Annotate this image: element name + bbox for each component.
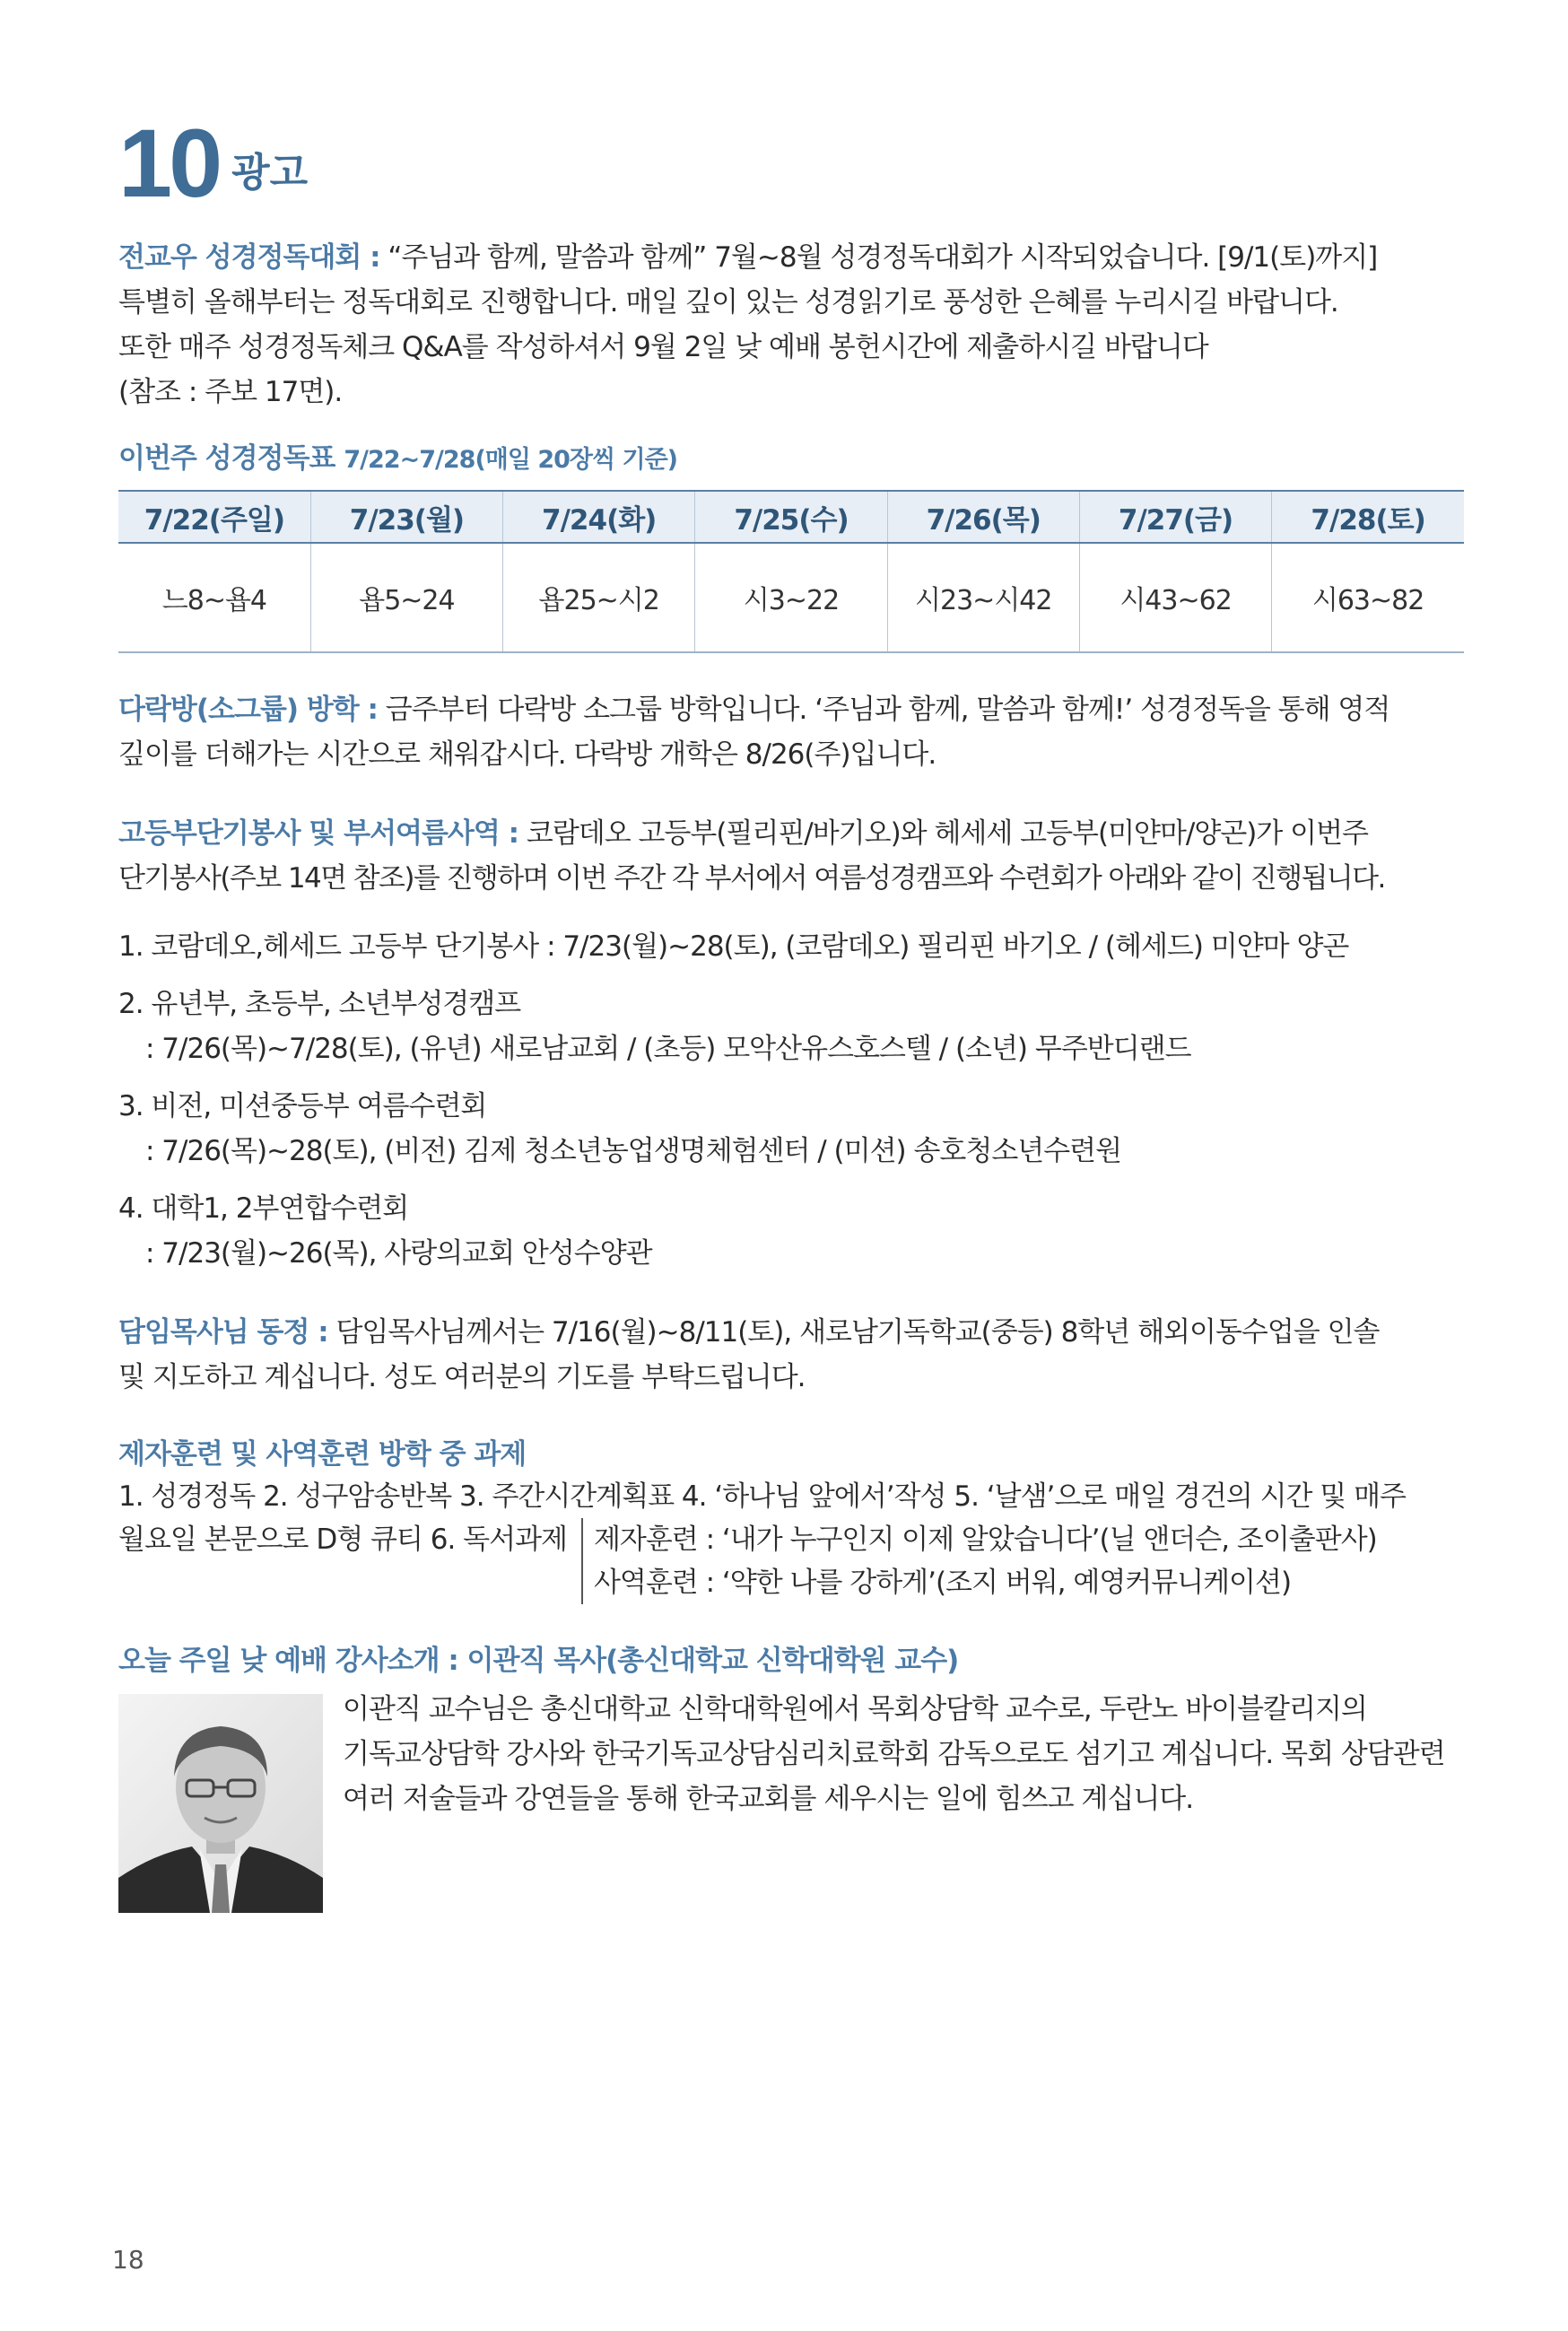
pastor-notice	[118, 1310, 1464, 1400]
small-group-line2: 깊이를 더해가는 시간으로 채워갑시다. 다락방 개학은 8/26(주)입니다.	[118, 738, 936, 771]
speaker-bio	[343, 1687, 1445, 1913]
bible-reading-notice	[118, 235, 1464, 415]
page-number: 18	[112, 2245, 144, 2274]
pastor-line1: 담임목사님 동정 : 담임목사님께서는 7/16(월)~8/11(토), 새로남기독학교(중등) 8학년 해외이동수업을 인솔	[118, 1316, 1380, 1349]
table-header-cell: 7/27(금)	[1079, 491, 1271, 543]
list-item: 3. 비전, 미션중등부 여름수련회 : 7/26(목)~28(토), (비전) 김제 청소년농업생명체험센터 / (미션) 송호청소년수련원	[118, 1090, 1122, 1167]
section-title: 광고	[231, 150, 309, 196]
tasks-line2-left: 월요일 본문으로 D형 큐티 6. 독서과제	[118, 1523, 567, 1556]
summer-line1: 고등부단기봉사 및 부서여름사역 : 코람데오 고등부(필리핀/바기오)와 헤세세 고등부(미얀마/양곤)가 이번주	[118, 817, 1368, 850]
list-item: 1. 코람데오,헤세드 고등부 단기봉사 : 7/23(월)~28(토), (코람데오) 필리핀 바기오 / (헤세드) 미얀마 양곤	[118, 930, 1349, 963]
summer-ministry-notice	[118, 811, 1464, 1276]
ministry-training-book: 사역훈련 : ‘약한 나를 강하게’(조지 버워, 예영커뮤니케이션)	[593, 1567, 1292, 1599]
bible-reading-line3: 또한 매주 성경정독체크 Q&A를 작성하셔서 9월 2일 낮 예배 봉헌시간에 제출하시길 바랍니다	[118, 331, 1208, 363]
list-item: 4. 대학1, 2부연합수련회 : 7/23(월)~26(목), 사랑의교회 안성수양관	[118, 1192, 652, 1270]
bible-reading-line1: 전교우 성경정독대회 : “주님과 함께, 말씀과 함께” 7월~8월 성경정독대회가 시작되었습니다. [9/1(토)까지]	[118, 241, 1378, 274]
table-header-cell: 7/22(주일)	[118, 491, 310, 543]
tasks-books	[581, 1518, 1377, 1604]
disciple-training-book: 제자훈련 : ‘내가 누구인지 이제 알았습니다’(닐 앤더슨, 조이출판사)	[593, 1523, 1377, 1556]
summer-list	[118, 924, 1464, 1276]
training-tasks	[118, 1434, 1464, 1604]
table-header-cell: 7/25(수)	[695, 491, 887, 543]
tasks-line1: 1. 성경정독 2. 성구암송반복 3. 주간시간계획표 4. ‘하나님 앞에서’작성 5. ‘날샘’으로 매일 경건의 시간 및 매주	[118, 1480, 1407, 1513]
table-cell: 시63~82	[1272, 543, 1464, 652]
bible-reading-line2: 특별히 올해부터는 정독대회로 진행합니다. 매일 깊이 있는 성경읽기로 풍성한 은혜를 누리시길 바랍니다.	[118, 286, 1338, 319]
bible-reading-line4: (참조 : 주보 17면).	[118, 376, 343, 408]
table-cell: 시3~22	[695, 543, 887, 652]
reading-table	[118, 490, 1464, 653]
bulletin-page	[118, 108, 1464, 1913]
section-number: 10	[118, 109, 220, 217]
table-header-cell: 7/23(월)	[310, 491, 502, 543]
reading-schedule-subtitle: 7/22~7/28(매일 20장씩 기준)	[344, 446, 677, 474]
table-header-cell: 7/28(토)	[1272, 491, 1464, 543]
table-cell: 시43~62	[1079, 543, 1271, 652]
table-header-cell: 7/24(화)	[503, 491, 695, 543]
speaker-intro	[118, 1640, 1464, 1913]
reading-schedule	[118, 438, 1464, 653]
small-group-notice	[118, 687, 1464, 777]
training-tasks-title: 제자훈련 및 사역훈련 방학 중 과제	[118, 1438, 527, 1471]
speaker-photo	[118, 1694, 323, 1913]
tasks-row	[118, 1518, 1464, 1604]
table-header-cell: 7/26(목)	[887, 491, 1079, 543]
speaker-bio-line1: 이관직 교수님은 총신대학교 신학대학원에서 목회상담학 교수로, 두란노 바이블칼리지의	[343, 1693, 1367, 1725]
table-cell: 욥5~24	[310, 543, 502, 652]
summer-label: 고등부단기봉사 및 부서여름사역 :	[118, 817, 519, 850]
small-group-line1: 다락방(소그룹) 방학 : 금주부터 다락방 소그룹 방학입니다. ‘주님과 함께, 말씀과 함께!’ 성경정독을 통해 영적	[118, 694, 1390, 726]
reading-table-header-row	[118, 491, 1464, 543]
bible-reading-label: 전교우 성경정독대회 :	[118, 241, 380, 274]
list-item: 2. 유년부, 초등부, 소년부성경캠프 : 7/26(목)~7/28(토), (유년) 새로남교회 / (초등) 모악산유스호스텔 / (소년) 무주반디랜드	[118, 988, 1191, 1065]
table-cell: 욥25~시2	[503, 543, 695, 652]
summer-line2: 단기봉사(주보 14면 참조)를 진행하며 이번 주간 각 부서에서 여름성경캠프와 수련회가 아래와 같이 진행됩니다.	[118, 862, 1385, 895]
speaker-title: 오늘 주일 낮 예배 강사소개 : 이관직 목사(총신대학교 신학대학원 교수)	[118, 1645, 959, 1677]
table-row	[118, 543, 1464, 652]
speaker-bio-line3: 여러 저술들과 강연들을 통해 한국교회를 세우시는 일에 힘쓰고 계십니다.	[343, 1783, 1194, 1815]
pastor-line2: 및 지도하고 계십니다. 성도 여러분의 기도를 부탁드립니다.	[118, 1361, 806, 1393]
section-header	[118, 108, 1464, 217]
speaker-bio-line2: 기독교상담학 강사와 한국기독교상담심리치료학회 감독으로도 섬기고 계십니다. 목회 상담관련	[343, 1738, 1445, 1770]
table-cell: 시23~시42	[887, 543, 1079, 652]
table-cell: 느8~욥4	[118, 543, 310, 652]
reading-schedule-title: 이번주 성경정독표 7/22~7/28(매일 20장씩 기준)	[118, 442, 677, 475]
speaker-intro-body	[118, 1694, 1464, 1913]
small-group-label: 다락방(소그룹) 방학 :	[118, 694, 378, 726]
pastor-label: 담임목사님 동정 :	[118, 1316, 328, 1349]
